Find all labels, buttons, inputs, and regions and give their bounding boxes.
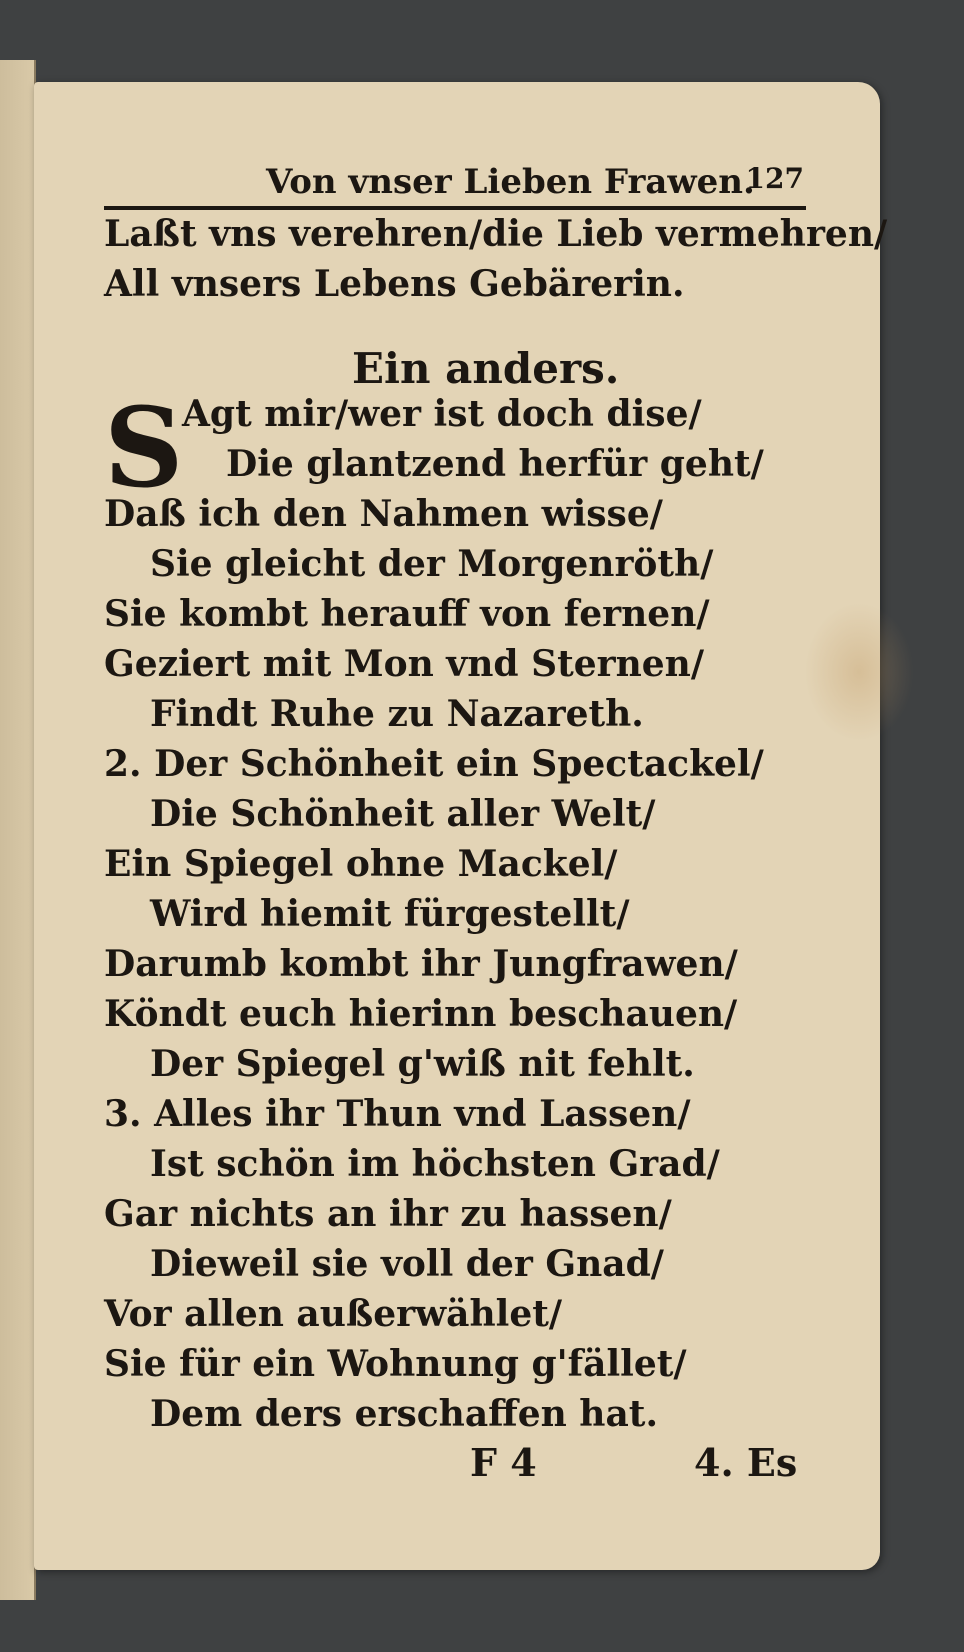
text-line: Daß ich den Nahmen wisse/ — [104, 493, 663, 535]
text-line: Darumb kombt ihr Jungfrawen/ — [104, 943, 738, 985]
paper-stain — [804, 602, 914, 742]
page-number: 127 — [745, 162, 804, 195]
text-line: Die glantzend herfür geht/ — [226, 443, 764, 485]
text-line: Geziert mit Mon vnd Sternen/ — [104, 643, 704, 685]
text-line: Laßt vns verehren/die Lieb vermehren/ — [104, 213, 888, 255]
text-line: Agt mir/wer ist doch dise/ — [182, 393, 702, 435]
text-line: Gar nichts an ihr zu hassen/ — [104, 1193, 672, 1235]
text-line: Findt Ruhe zu Nazareth. — [150, 693, 644, 735]
header-rule — [104, 206, 806, 210]
text-line: Die Schönheit aller Welt/ — [150, 793, 656, 835]
running-head — [104, 160, 804, 208]
text-line: Dem ders erschaffen hat. — [150, 1393, 658, 1435]
text-line: Sie kombt herauff von fernen/ — [104, 593, 710, 635]
text-line: Köndt euch hierinn beschauen/ — [104, 993, 738, 1035]
section-title: Ein anders. — [352, 344, 620, 393]
text-line: Dieweil sie voll der Gnad/ — [150, 1243, 664, 1285]
signature-mark: F 4 — [470, 1440, 537, 1485]
text-line: 3. Alles ihr Thun vnd Lassen/ — [104, 1093, 691, 1135]
text-line: Ein Spiegel ohne Mackel/ — [104, 843, 618, 885]
drop-cap: S — [104, 383, 184, 512]
catchword: 4. Es — [694, 1440, 798, 1485]
text-line: 2. Der Schönheit ein Spectackel/ — [104, 743, 764, 785]
text-line: Vor allen außerwählet/ — [104, 1293, 562, 1335]
text-line: Der Spiegel g'wiß nit fehlt. — [150, 1043, 695, 1085]
text-line: Sie für ein Wohnung g'fället/ — [104, 1343, 687, 1385]
text-line: All vnsers Lebens Gebärerin. — [104, 263, 685, 305]
text-line: Sie gleicht der Morgenröth/ — [150, 543, 714, 585]
previous-page-edge — [0, 60, 36, 1600]
text-line: Wird hiemit fürgestellt/ — [150, 893, 630, 935]
text-line: Ist schön im höchsten Grad/ — [150, 1143, 720, 1185]
running-title: Von vnser Lieben Frawen. — [266, 162, 755, 202]
